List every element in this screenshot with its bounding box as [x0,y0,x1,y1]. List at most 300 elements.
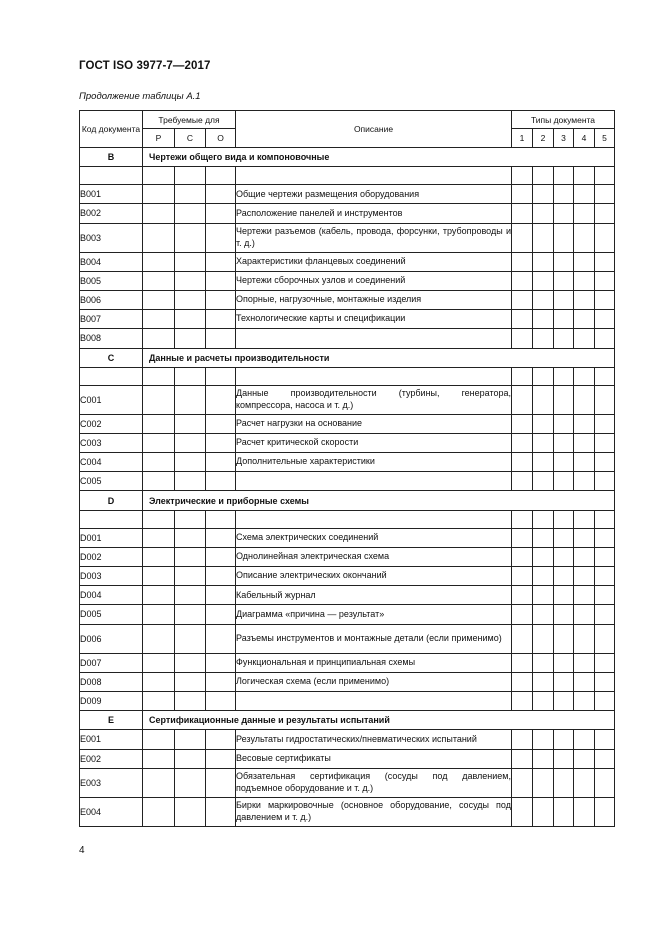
type-cell [595,252,615,271]
type-cell [533,204,554,223]
table-row [80,385,615,414]
type-cell [595,672,615,691]
table-row [80,472,615,491]
required-cell [206,691,236,710]
required-cell [175,768,206,797]
required-cell [175,672,206,691]
type-cell [512,528,533,547]
type-cell [595,586,615,605]
required-cell [143,605,175,624]
table-row [80,768,615,797]
required-cell [143,290,175,309]
type-cell [574,586,595,605]
blank-cell [512,367,533,385]
description-cell [236,329,512,348]
header-description: Описание [236,111,512,148]
type-cell [554,605,574,624]
description-cell: Технологические карты и спецификации [236,310,512,329]
section-row [80,491,615,510]
type-cell [512,653,533,672]
type-cell [533,252,554,271]
required-cell [143,672,175,691]
required-cell [206,290,236,309]
type-cell [595,453,615,472]
required-cell [143,472,175,491]
table-row [80,691,615,710]
description-cell: Весовые сертификаты [236,749,512,768]
table-row [80,271,615,290]
required-cell [143,252,175,271]
blank-cell [143,510,175,528]
type-cell [554,385,574,414]
document-code: ГОСТ ISO 3977-7—2017 [79,60,211,72]
description-cell: Бирки маркировочные (основное оборудование, сосуды под давлением и т. д.) [236,797,512,826]
header-type-4: 4 [574,129,595,148]
header-required-for: Требуемые для [143,111,236,129]
type-cell [512,252,533,271]
table-row [80,290,615,309]
header-document-types: Типы документа [512,111,615,129]
type-cell [512,797,533,826]
required-cell [206,768,236,797]
blank-cell [80,510,143,528]
required-cell [143,453,175,472]
required-cell [143,691,175,710]
type-cell [512,185,533,204]
type-cell [595,749,615,768]
section-title: Данные и расчеты производительности [143,348,615,367]
required-cell [175,547,206,566]
required-cell [143,271,175,290]
type-cell [512,385,533,414]
required-cell [175,653,206,672]
required-cell [175,252,206,271]
table-row [80,605,615,624]
type-cell [533,271,554,290]
required-cell [143,204,175,223]
type-cell [533,223,554,252]
table-row [80,586,615,605]
description-cell: Расчет критической скорости [236,433,512,452]
table-row [80,204,615,223]
required-cell [206,528,236,547]
description-cell: Данные производительности (турбины, генератора, компрессора, насоса и т. д.) [236,385,512,414]
type-cell [512,730,533,749]
type-cell [512,691,533,710]
type-cell [595,271,615,290]
required-cell [143,528,175,547]
section-row [80,711,615,730]
type-cell [574,672,595,691]
blank-cell [175,510,206,528]
header-required-o: О [206,129,236,148]
type-cell [512,749,533,768]
required-cell [175,271,206,290]
blank-cell [206,167,236,185]
type-cell [554,567,574,586]
required-cell [143,223,175,252]
type-cell [554,624,574,653]
description-cell [236,472,512,491]
blank-cell [206,367,236,385]
required-cell [175,290,206,309]
blank-cell [206,510,236,528]
table-row [80,329,615,348]
required-cell [175,797,206,826]
required-cell [175,472,206,491]
type-cell [554,433,574,452]
table-row [80,433,615,452]
type-cell [533,310,554,329]
required-cell [143,385,175,414]
type-cell [574,433,595,452]
description-cell: Обязательная сертификация (сосуды под давлением, подъемное оборудование и т. д.) [236,768,512,797]
table-row [80,749,615,768]
blank-cell [554,510,574,528]
description-cell: Функциональная и принципиальная схемы [236,653,512,672]
description-cell: Диаграмма «причина — результат» [236,605,512,624]
required-cell [206,310,236,329]
type-cell [554,547,574,566]
required-cell [206,204,236,223]
blank-cell [574,367,595,385]
type-cell [533,730,554,749]
required-cell [206,547,236,566]
blank-row [80,367,615,385]
type-cell [554,472,574,491]
type-cell [512,547,533,566]
required-cell [143,414,175,433]
description-cell [236,691,512,710]
blank-cell [175,367,206,385]
document-code-cell: D002 [80,547,143,566]
blank-cell [512,510,533,528]
required-cell [175,329,206,348]
blank-cell [175,167,206,185]
blank-cell [143,167,175,185]
blank-cell [512,167,533,185]
type-cell [595,329,615,348]
type-cell [574,605,595,624]
document-code-cell: E001 [80,730,143,749]
type-cell [533,567,554,586]
type-cell [554,672,574,691]
type-cell [574,547,595,566]
type-cell [554,453,574,472]
document-code-cell: D009 [80,691,143,710]
type-cell [533,547,554,566]
type-cell [533,749,554,768]
type-cell [533,653,554,672]
type-cell [512,271,533,290]
header-required-c: С [175,129,206,148]
type-cell [512,672,533,691]
document-code-cell: C002 [80,414,143,433]
type-cell [595,310,615,329]
required-cell [206,586,236,605]
blank-cell [554,167,574,185]
required-cell [206,385,236,414]
table-row [80,797,615,826]
blank-cell [595,167,615,185]
type-cell [595,797,615,826]
description-cell: Логическая схема (если применимо) [236,672,512,691]
type-cell [574,797,595,826]
section-letter: C [80,348,143,367]
required-cell [206,653,236,672]
required-cell [206,414,236,433]
table-row [80,653,615,672]
description-cell: Разъемы инструментов и монтажные детали (если применимо) [236,624,512,653]
type-cell [554,185,574,204]
type-cell [595,567,615,586]
required-cell [175,433,206,452]
required-cell [143,797,175,826]
header-type-3: 3 [554,129,574,148]
document-code-cell: E004 [80,797,143,826]
type-cell [574,252,595,271]
description-cell: Расположение панелей и инструментов [236,204,512,223]
required-cell [206,605,236,624]
type-cell [574,749,595,768]
description-cell: Результаты гидростатических/пневматических испытаний [236,730,512,749]
type-cell [512,472,533,491]
required-cell [143,586,175,605]
document-code-cell: B007 [80,310,143,329]
type-cell [574,453,595,472]
document-code-cell: B003 [80,223,143,252]
type-cell [554,252,574,271]
required-cell [143,185,175,204]
type-cell [574,310,595,329]
header-required-p: Р [143,129,175,148]
blank-cell [554,367,574,385]
type-cell [533,453,554,472]
blank-cell [574,510,595,528]
blank-cell [80,167,143,185]
type-cell [595,290,615,309]
section-letter: D [80,491,143,510]
required-cell [206,730,236,749]
blank-cell [595,367,615,385]
type-cell [512,605,533,624]
table-row [80,624,615,653]
type-cell [554,730,574,749]
type-cell [574,768,595,797]
document-code-cell: D006 [80,624,143,653]
document-code-cell: B008 [80,329,143,348]
description-cell: Описание электрических окончаний [236,567,512,586]
document-code-cell: B005 [80,271,143,290]
type-cell [554,586,574,605]
type-cell [574,185,595,204]
table-row [80,547,615,566]
type-cell [574,624,595,653]
type-cell [595,414,615,433]
required-cell [175,605,206,624]
type-cell [574,730,595,749]
document-code-cell: B002 [80,204,143,223]
type-cell [512,586,533,605]
description-cell: Общие чертежи размещения оборудования [236,185,512,204]
blank-cell [533,167,554,185]
type-cell [574,528,595,547]
document-code-cell: B006 [80,290,143,309]
type-cell [512,567,533,586]
type-cell [574,567,595,586]
required-cell [175,567,206,586]
type-cell [574,329,595,348]
required-cell [175,528,206,547]
type-cell [574,385,595,414]
type-cell [533,414,554,433]
table-row [80,185,615,204]
required-cell [143,749,175,768]
section-row [80,348,615,367]
type-cell [554,414,574,433]
table-row [80,310,615,329]
type-cell [554,329,574,348]
required-cell [143,730,175,749]
type-cell [574,271,595,290]
page-number: 4 [79,845,85,856]
required-cell [143,567,175,586]
type-cell [595,528,615,547]
type-cell [554,290,574,309]
section-letter: B [80,148,143,167]
type-cell [595,433,615,452]
document-code-cell: B004 [80,252,143,271]
type-cell [533,385,554,414]
document-code-cell: B001 [80,185,143,204]
type-cell [533,290,554,309]
type-cell [533,797,554,826]
type-cell [533,672,554,691]
type-cell [595,730,615,749]
blank-cell [236,510,512,528]
table-row [80,528,615,547]
type-cell [595,385,615,414]
description-cell: Схема электрических соединений [236,528,512,547]
type-cell [533,586,554,605]
blank-cell [533,367,554,385]
document-code-cell: C003 [80,433,143,452]
type-cell [595,605,615,624]
type-cell [533,185,554,204]
section-title: Электрические и приборные схемы [143,491,615,510]
document-code-cell: D007 [80,653,143,672]
table-row [80,252,615,271]
required-cell [175,204,206,223]
required-cell [206,624,236,653]
type-cell [533,528,554,547]
required-cell [143,624,175,653]
blank-cell [143,367,175,385]
document-code-cell: D003 [80,567,143,586]
blank-row [80,167,615,185]
section-title: Сертификационные данные и результаты испытаний [143,711,615,730]
document-code-cell: E002 [80,749,143,768]
blank-cell [236,167,512,185]
blank-row [80,510,615,528]
type-cell [512,414,533,433]
required-cell [175,385,206,414]
required-cell [206,185,236,204]
required-cell [206,567,236,586]
document-code-cell: C004 [80,453,143,472]
table-row [80,414,615,433]
type-cell [554,749,574,768]
header-type-1: 1 [512,129,533,148]
type-cell [554,223,574,252]
description-cell: Кабельный журнал [236,586,512,605]
type-cell [554,310,574,329]
required-cell [175,624,206,653]
required-cell [143,653,175,672]
blank-cell [574,167,595,185]
type-cell [595,185,615,204]
type-cell [512,204,533,223]
header-code: Код документа [80,111,143,148]
type-cell [574,223,595,252]
document-code-cell: C001 [80,385,143,414]
type-cell [574,691,595,710]
required-cell [206,672,236,691]
type-cell [595,691,615,710]
type-cell [595,223,615,252]
description-cell: Чертежи разъемов (кабель, провода, форсунки, трубопроводы и т. д.) [236,223,512,252]
required-cell [175,730,206,749]
type-cell [595,768,615,797]
header-type-5: 5 [595,129,615,148]
table-row [80,453,615,472]
required-cell [206,223,236,252]
table-row [80,223,615,252]
required-cell [206,453,236,472]
blank-cell [236,367,512,385]
type-cell [533,624,554,653]
required-cell [143,433,175,452]
required-cell [143,547,175,566]
required-cell [175,414,206,433]
type-cell [574,290,595,309]
description-cell: Чертежи сборочных узлов и соединений [236,271,512,290]
type-cell [512,453,533,472]
type-cell [595,204,615,223]
required-cell [206,329,236,348]
type-cell [554,271,574,290]
required-cell [175,749,206,768]
type-cell [512,433,533,452]
table-row [80,567,615,586]
required-cell [175,691,206,710]
header-type-2: 2 [533,129,554,148]
type-cell [554,797,574,826]
type-cell [595,624,615,653]
required-cell [206,252,236,271]
type-cell [533,691,554,710]
table-row [80,672,615,691]
type-cell [533,472,554,491]
type-cell [554,528,574,547]
type-cell [595,547,615,566]
type-cell [554,691,574,710]
description-cell: Опорные, нагрузочные, монтажные изделия [236,290,512,309]
section-title: Чертежи общего вида и компоновочные [143,148,615,167]
table-row [80,730,615,749]
type-cell [595,472,615,491]
type-cell [595,653,615,672]
